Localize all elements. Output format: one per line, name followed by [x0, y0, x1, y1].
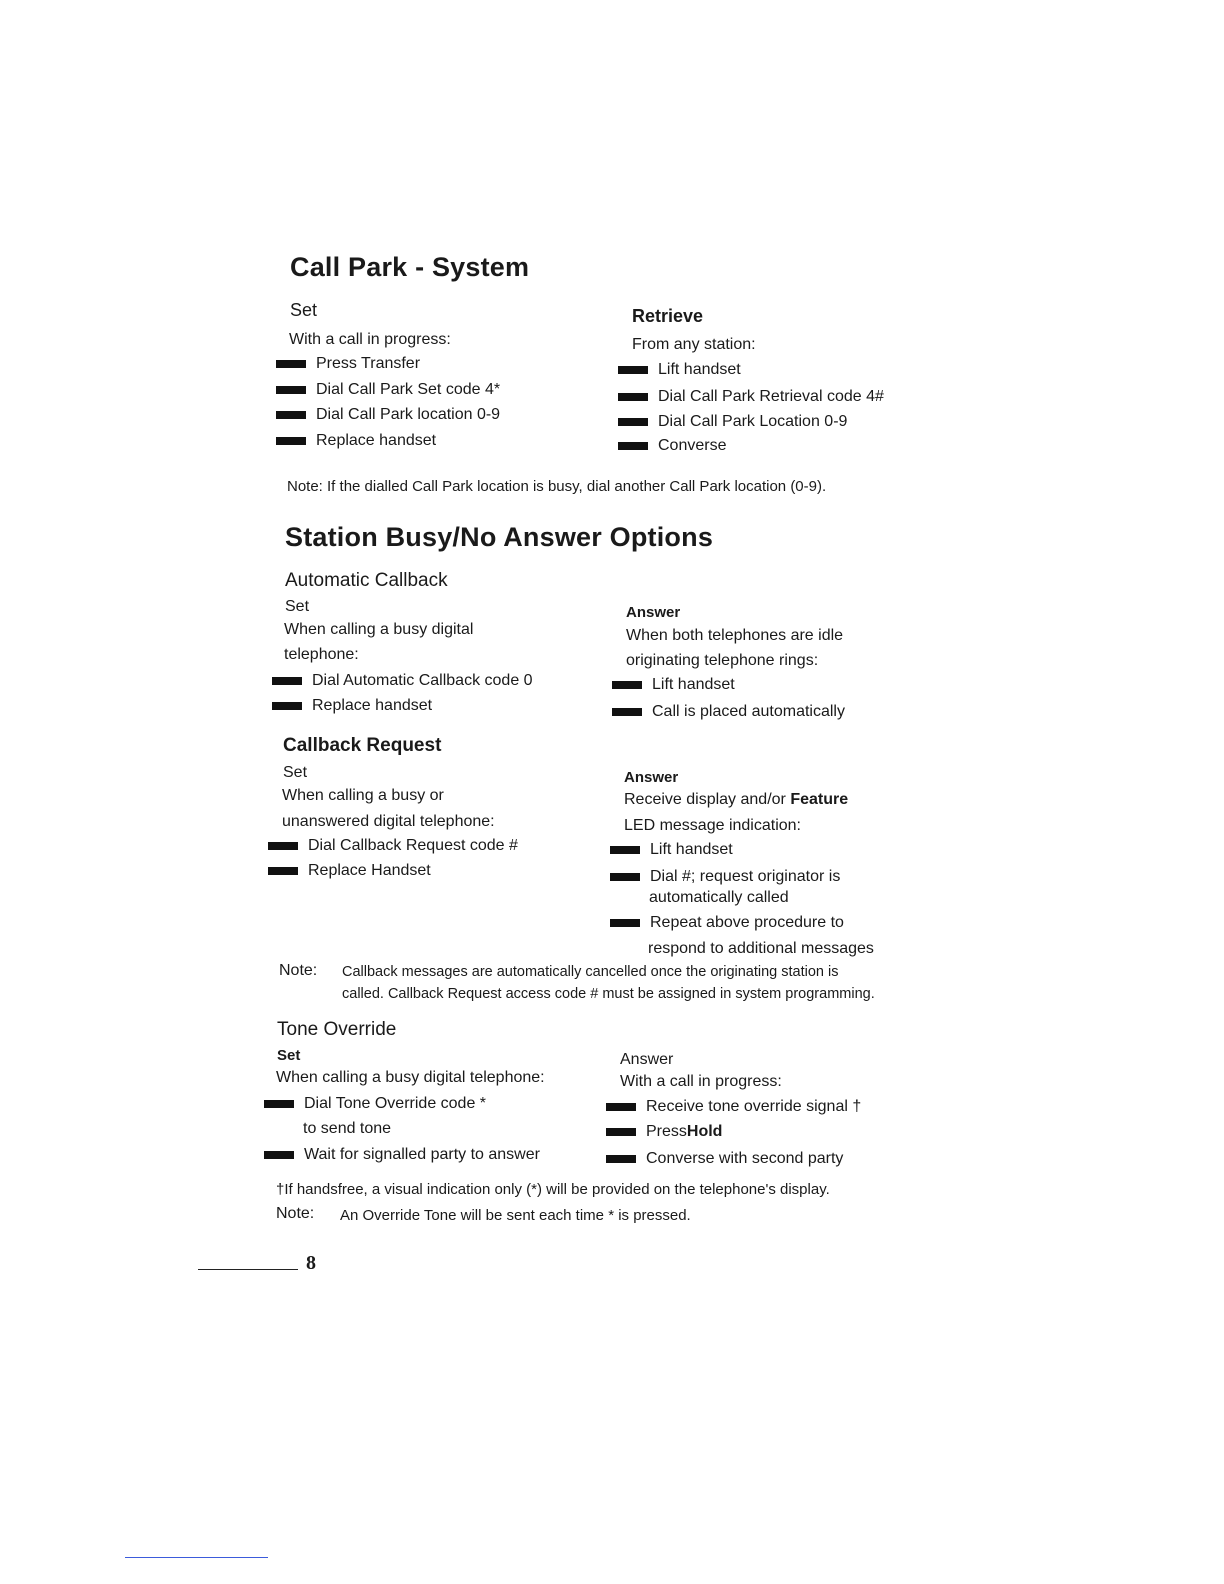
bullet-bar-icon: [276, 411, 306, 419]
tone-override-set-step-1-cont: to send tone: [303, 1120, 392, 1137]
bullet-bar-icon: [276, 386, 306, 394]
bullet-bar-icon: [606, 1155, 636, 1163]
bullet-bar-icon: [264, 1151, 294, 1159]
tone-override-set-heading: Set: [277, 1047, 301, 1064]
call-park-retrieve-intro: From any station:: [632, 336, 756, 353]
automatic-callback-answer-intro-1: When both telephones are idle: [626, 627, 844, 644]
bullet-bar-icon: [612, 708, 642, 716]
callback-request-answer-step-2-cont: automatically called: [649, 889, 789, 906]
bullet-bar-icon: [610, 873, 640, 881]
automatic-callback-set-intro-2: telephone:: [284, 646, 359, 663]
callback-note-line-2: called. Callback Request access code # must be assigned in system programming.: [342, 986, 875, 1002]
tone-override-answer-step-2: Press Hold: [606, 1123, 722, 1141]
bullet-bar-icon: [618, 442, 648, 450]
tone-override-answer-step-1: Receive tone override signal †: [606, 1098, 861, 1116]
callback-request-set-step-2: Replace Handset: [268, 862, 431, 880]
callback-request-answer-heading: Answer: [624, 769, 679, 786]
station-busy-title: Station Busy/No Answer Options: [285, 522, 714, 552]
tone-override-answer-step-3: Converse with second party: [606, 1150, 843, 1168]
tone-override-note-label: Note:: [276, 1205, 315, 1222]
callback-request-answer-step-3: Repeat above procedure to: [610, 914, 844, 932]
bullet-bar-icon: [268, 842, 298, 850]
call-park-set-step-1: Press Transfer: [276, 355, 420, 373]
call-park-set-step-4: Replace handset: [276, 432, 436, 450]
tone-override-heading: Tone Override: [277, 1019, 397, 1040]
automatic-callback-heading: Automatic Callback: [285, 570, 448, 591]
call-park-retrieve-step-4: Converse: [618, 437, 726, 455]
callback-request-answer-step-2: Dial #; request originator is: [610, 868, 840, 886]
bullet-bar-icon: [618, 418, 648, 426]
bullet-bar-icon: [618, 366, 648, 374]
callback-request-set-step-1: Dial Callback Request code #: [268, 837, 518, 855]
automatic-callback-answer-heading: Answer: [626, 604, 681, 621]
callback-note-label: Note:: [279, 962, 318, 979]
automatic-callback-set-step-1: Dial Automatic Callback code 0: [272, 672, 533, 690]
callback-note-line-1: Callback messages are automatically cancelled once the originating station is: [342, 964, 839, 980]
callback-request-answer-intro-2: LED message indication:: [624, 817, 801, 834]
automatic-callback-set-heading: Set: [285, 598, 310, 615]
bullet-bar-icon: [268, 867, 298, 875]
call-park-set-heading: Set: [290, 300, 318, 320]
callback-request-answer-intro-1: Receive display and/or Feature: [624, 791, 849, 808]
bullet-bar-icon: [610, 919, 640, 927]
bullet-bar-icon: [618, 393, 648, 401]
tone-override-answer-heading: Answer: [620, 1051, 674, 1068]
automatic-callback-answer-step-2: Call is placed automatically: [612, 703, 845, 721]
call-park-retrieve-step-1: Lift handset: [618, 361, 741, 379]
call-park-set-intro: With a call in progress:: [289, 331, 451, 348]
bullet-bar-icon: [606, 1128, 636, 1136]
tone-override-note-text: An Override Tone will be sent each time * is pressed.: [340, 1207, 691, 1224]
page-number-rule: [198, 1269, 298, 1270]
callback-request-answer-step-1: Lift handset: [610, 841, 733, 859]
tone-override-set-intro: When calling a busy digital telephone:: [276, 1069, 545, 1086]
bullet-bar-icon: [612, 681, 642, 689]
call-park-retrieve-step-2: Dial Call Park Retrieval code 4#: [618, 388, 884, 406]
call-park-title: Call Park - System: [290, 252, 530, 282]
automatic-callback-set-intro-1: When calling a busy digital: [284, 621, 474, 638]
callback-request-answer-step-3-cont: respond to additional messages: [648, 940, 874, 957]
automatic-callback-set-step-2: Replace handset: [272, 697, 432, 715]
bullet-bar-icon: [606, 1103, 636, 1111]
callback-request-set-intro-2: unanswered digital telephone:: [282, 813, 495, 830]
scan-edge-line: [125, 1557, 268, 1558]
bullet-bar-icon: [610, 846, 640, 854]
tone-override-set-step-2: Wait for signalled party to answer: [264, 1146, 540, 1164]
call-park-note: Note: If the dialled Call Park location is busy, dial another Call Park location (0-9).: [287, 478, 827, 495]
callback-request-set-heading: Set: [283, 764, 308, 781]
tone-override-answer-intro: With a call in progress:: [620, 1073, 782, 1090]
bullet-bar-icon: [272, 702, 302, 710]
tone-override-footnote: †If handsfree, a visual indication only (*) will be provided on the telephone's display.: [276, 1181, 830, 1198]
call-park-set-step-2: Dial Call Park Set code 4*: [276, 381, 500, 399]
callback-request-set-intro-1: When calling a busy or: [282, 787, 444, 804]
automatic-callback-answer-step-1: Lift handset: [612, 676, 735, 694]
bullet-bar-icon: [264, 1100, 294, 1108]
call-park-set-step-3: Dial Call Park location 0-9: [276, 406, 500, 424]
bullet-bar-icon: [276, 437, 306, 445]
automatic-callback-answer-intro-2: originating telephone rings:: [626, 652, 819, 669]
callback-request-heading: Callback Request: [283, 735, 442, 756]
bullet-bar-icon: [272, 677, 302, 685]
tone-override-set-step-1: Dial Tone Override code *: [264, 1095, 486, 1113]
page-number: 8: [306, 1252, 316, 1274]
bullet-bar-icon: [276, 360, 306, 368]
call-park-retrieve-heading: Retrieve: [632, 306, 704, 326]
call-park-retrieve-step-3: Dial Call Park Location 0-9: [618, 413, 847, 431]
